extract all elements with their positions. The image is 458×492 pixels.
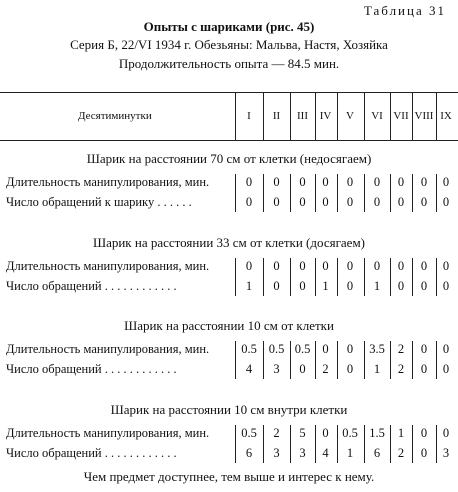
- row-label: Длительность манипулирования, мин.: [6, 426, 210, 440]
- table-cell: 0: [346, 342, 354, 356]
- table-cell: 0.5: [241, 342, 257, 356]
- section-column-divider: [364, 174, 365, 212]
- header-bottom-rule: [0, 140, 458, 141]
- column-header: II: [272, 110, 281, 122]
- table-cell: 0: [299, 195, 306, 209]
- row-label: Число обращений . . . . . . . . . . . .: [6, 362, 177, 376]
- table-cell: 4: [245, 362, 253, 376]
- table-cell: 0: [299, 259, 306, 273]
- table-cell: 0: [273, 195, 280, 209]
- section-column-divider: [337, 341, 338, 379]
- table-cell: 1.5: [369, 426, 385, 440]
- section-column-divider: [337, 425, 338, 463]
- section-title: Шарик на расстоянии 10 см внутри клетки: [110, 402, 348, 417]
- table-cell: 0: [346, 362, 354, 376]
- table-cell: 0: [373, 259, 381, 273]
- table-cell: 0: [299, 279, 306, 293]
- section-column-divider: [337, 258, 338, 296]
- table-cell: 2: [397, 342, 405, 356]
- header-column-divider: [235, 93, 236, 140]
- table-cell: 0: [373, 195, 381, 209]
- section-column-divider: [315, 341, 316, 379]
- section-column-divider: [390, 174, 391, 212]
- section-column-divider: [263, 341, 264, 379]
- table-cell: 3: [442, 446, 450, 460]
- table-cell: 0: [420, 362, 428, 376]
- table-cell: 2: [322, 362, 329, 376]
- table-cell: 0: [245, 195, 253, 209]
- section-column-divider: [315, 258, 316, 296]
- table-cell: 0: [420, 259, 428, 273]
- table-cell: 0.5: [241, 426, 257, 440]
- table-cell: 0: [322, 259, 329, 273]
- section-column-divider: [364, 341, 365, 379]
- table-cell: 2: [397, 446, 405, 460]
- header-label: Десятиминутки: [78, 110, 152, 122]
- section-column-divider: [412, 258, 413, 296]
- table-cell: 0: [397, 279, 405, 293]
- table-cell: 0: [322, 342, 329, 356]
- table-cell: 2: [273, 426, 280, 440]
- table-cell: 0: [245, 175, 253, 189]
- series-line: Серия Б, 22/VI 1934 г. Обезьяны: Мальва, Настя, Хозяйка: [70, 37, 388, 52]
- section-column-divider: [315, 174, 316, 212]
- table-cell: 0: [299, 362, 306, 376]
- section-column-divider: [436, 174, 437, 212]
- table-cell: 0: [273, 259, 280, 273]
- column-header: V: [346, 110, 354, 122]
- table-cell: 3: [273, 446, 280, 460]
- table-cell: 2: [397, 362, 405, 376]
- table-cell: 0: [442, 342, 450, 356]
- section-column-divider: [412, 174, 413, 212]
- column-header: VIII: [414, 110, 434, 122]
- table-number: Таблица 31: [363, 3, 446, 18]
- section-column-divider: [290, 341, 291, 379]
- section-column-divider: [235, 258, 236, 296]
- section-column-divider: [235, 341, 236, 379]
- table-cell: 1: [245, 279, 253, 293]
- column-header: VII: [393, 110, 409, 122]
- table-cell: 0: [442, 195, 450, 209]
- row-label: Длительность манипулирования, мин.: [6, 342, 210, 356]
- table-cell: 0: [420, 426, 428, 440]
- table-cell: 1: [397, 426, 405, 440]
- table-cell: 0: [322, 426, 329, 440]
- table-cell: 1: [373, 362, 381, 376]
- section-column-divider: [290, 174, 291, 212]
- section-column-divider: [337, 174, 338, 212]
- header-column-divider: [390, 93, 391, 140]
- table-cell: 0: [442, 175, 450, 189]
- section-column-divider: [412, 341, 413, 379]
- section-column-divider: [235, 425, 236, 463]
- header-column-divider: [315, 93, 316, 140]
- section-column-divider: [436, 341, 437, 379]
- table-cell: 3.5: [369, 342, 385, 356]
- header-column-divider: [436, 93, 437, 140]
- table-cell: 4: [322, 446, 329, 460]
- column-header: IX: [440, 110, 452, 122]
- table-cell: 0: [442, 259, 450, 273]
- table-cell: 0.5: [294, 342, 311, 356]
- section-column-divider: [436, 258, 437, 296]
- section-title: Шарик на расстоянии 33 см от клетки (досягаем): [92, 235, 366, 250]
- table-cell: 0: [442, 362, 450, 376]
- section-title: Шарик на расстоянии 70 см от клетки (недосягаем): [86, 151, 372, 166]
- header-column-divider: [364, 93, 365, 140]
- row-label: Длительность манипулирования, мин.: [6, 175, 210, 189]
- table-cell: 1: [373, 279, 381, 293]
- section-column-divider: [364, 258, 365, 296]
- table-cell: 0: [420, 342, 428, 356]
- row-label: Число обращений к шарику . . . . . .: [6, 195, 192, 209]
- table-cell: 0: [397, 195, 405, 209]
- table-cell: 1: [322, 279, 329, 293]
- table-cell: 0: [346, 195, 354, 209]
- table-cell: 6: [245, 446, 253, 460]
- table-cell: 0: [322, 175, 329, 189]
- section-column-divider: [364, 425, 365, 463]
- table-cell: 0: [322, 195, 329, 209]
- column-header: III: [297, 110, 308, 122]
- section-column-divider: [263, 258, 264, 296]
- footer-note: Чем предмет доступнее, тем выше и интерес к нему.: [83, 469, 375, 484]
- section-column-divider: [235, 174, 236, 212]
- table-cell: 0: [299, 175, 306, 189]
- table-cell: 0: [373, 175, 381, 189]
- table-cell: 0: [442, 279, 450, 293]
- column-header: I: [247, 110, 251, 122]
- table-cell: 0: [420, 279, 428, 293]
- table-cell: 0: [346, 279, 354, 293]
- table-cell: 6: [373, 446, 381, 460]
- header-column-divider: [337, 93, 338, 140]
- table-cell: 0: [420, 446, 428, 460]
- column-header: VI: [371, 110, 383, 122]
- section-column-divider: [263, 174, 264, 212]
- table-cell: 0.5: [268, 342, 285, 356]
- section-column-divider: [263, 425, 264, 463]
- table-title: Опыты с шариками (рис. 45): [143, 19, 315, 34]
- section-column-divider: [390, 425, 391, 463]
- row-label: Длительность манипулирования, мин.: [6, 259, 210, 273]
- section-column-divider: [436, 425, 437, 463]
- duration-line: Продолжительность опыта — 84.5 мин.: [118, 56, 340, 71]
- table-cell: 1: [346, 446, 354, 460]
- header-column-divider: [290, 93, 291, 140]
- section-column-divider: [290, 425, 291, 463]
- table-cell: 0: [346, 175, 354, 189]
- table-cell: 0: [397, 259, 405, 273]
- table-cell: 0: [420, 175, 428, 189]
- table-cell: 0: [420, 195, 428, 209]
- table-cell: 0: [273, 279, 280, 293]
- table-cell: 3: [273, 362, 280, 376]
- section-column-divider: [390, 341, 391, 379]
- row-label: Число обращений . . . . . . . . . . . .: [6, 446, 177, 460]
- column-header: IV: [319, 110, 332, 122]
- table-cell: 0: [346, 259, 354, 273]
- section-column-divider: [412, 425, 413, 463]
- table-cell: 0.5: [342, 426, 358, 440]
- header-column-divider: [412, 93, 413, 140]
- table-cell: 0: [397, 175, 405, 189]
- section-column-divider: [290, 258, 291, 296]
- header-column-divider: [263, 93, 264, 140]
- table-cell: 3: [299, 446, 306, 460]
- row-label: Число обращений . . . . . . . . . . . .: [6, 279, 177, 293]
- section-column-divider: [315, 425, 316, 463]
- section-title: Шарик на расстоянии 10 см от клетки: [124, 318, 334, 333]
- table-cell: 0: [273, 175, 280, 189]
- table-cell: 5: [299, 426, 306, 440]
- table-cell: 0: [442, 426, 450, 440]
- table-cell: 0: [245, 259, 253, 273]
- section-column-divider: [390, 258, 391, 296]
